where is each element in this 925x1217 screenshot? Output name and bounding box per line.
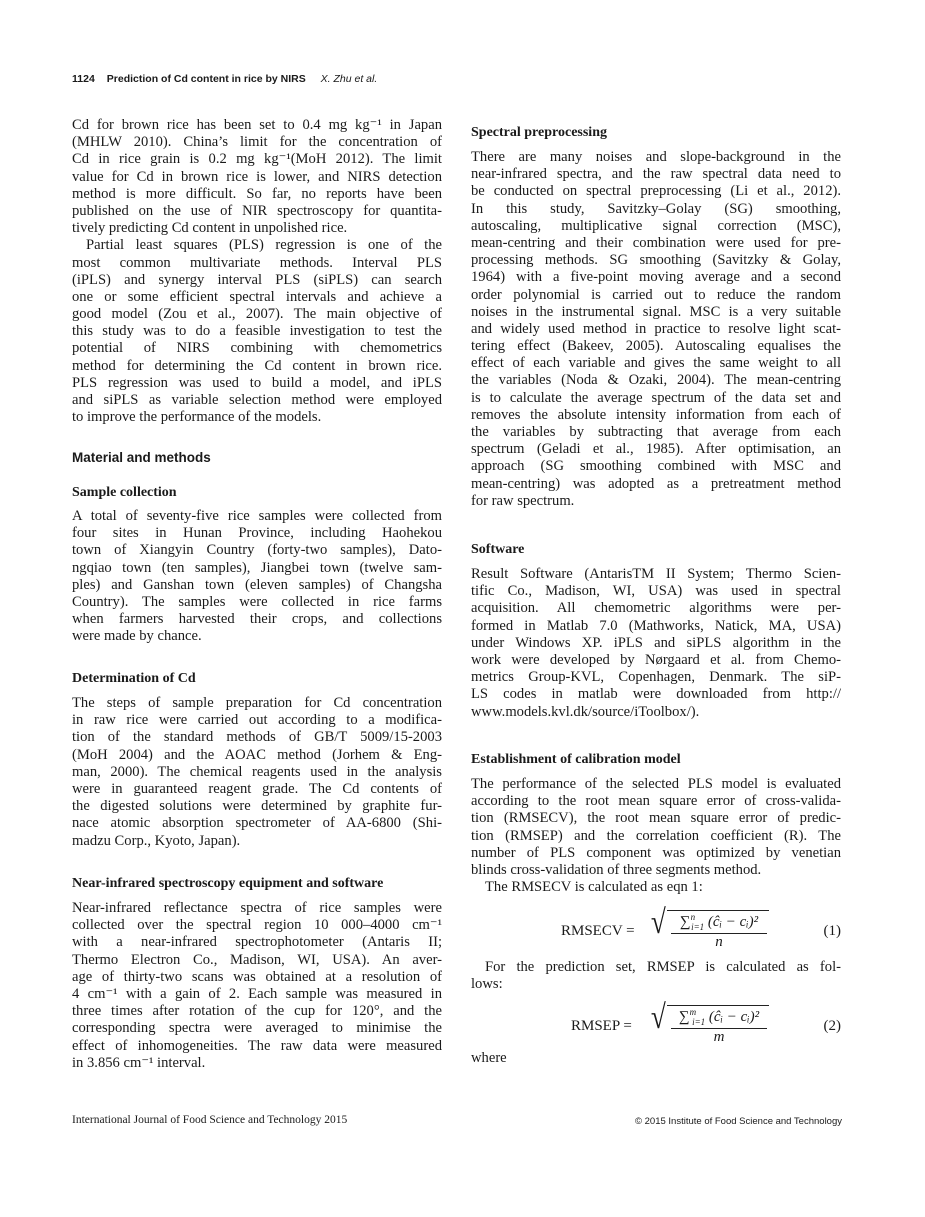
text-line: Cd in rice grain is 0.2 mg kg⁻¹(MoH 2012). The limit bbox=[72, 151, 442, 168]
text-line: value for Cd in brown rice is lower, and NIRS detection bbox=[72, 168, 442, 185]
paragraph bbox=[72, 508, 442, 646]
paragraph bbox=[471, 566, 841, 721]
footer-journal: International Journal of Food Science and Technology 2015 bbox=[72, 1114, 348, 1126]
text-line: potential of NIRS combining with chemometrics bbox=[72, 340, 442, 357]
sum-lower: i=1 bbox=[691, 922, 705, 932]
text-line: 1964) with a five-point moving average and a second bbox=[471, 269, 841, 286]
text-line: tively predicting Cd content in unpolished rice. bbox=[72, 220, 348, 237]
text-line: collected over the spectral region 10 000–4000 cm⁻¹ bbox=[72, 917, 442, 934]
text-line: Thermo Electron Co., Madison, WI, USA). An aver- bbox=[72, 951, 442, 968]
text-line: Result Software (AntarisTM II System; Thermo Scien- bbox=[471, 566, 841, 582]
paragraph bbox=[471, 149, 841, 510]
text-line: For the prediction set, RMSEP is calculated as fol- bbox=[485, 959, 841, 975]
text-line: is to calculate the average spectrum of the data set and bbox=[471, 389, 841, 406]
text-line: were in guaranteed reagent grade. The Cd contents of bbox=[72, 780, 442, 797]
text-line: method is more difficult. So far, no reports have been bbox=[72, 185, 442, 202]
text-line: PLS regression was used to build a model, and iPLS bbox=[72, 374, 442, 391]
text-line: The RMSECV is calculated as eqn 1: bbox=[485, 879, 703, 896]
text-line: and siPLS as variable selection method were employed bbox=[72, 392, 442, 408]
text-line: There are many noises and slope-background in the bbox=[471, 149, 841, 165]
text-line: tion of the standard methods of GB/T 5009/15-2003 bbox=[72, 729, 442, 746]
text-line: approach (SG smoothing combined with MSC and bbox=[471, 458, 841, 475]
paragraph bbox=[471, 776, 841, 896]
after-eq1-text bbox=[471, 959, 841, 993]
text-line: where bbox=[471, 1050, 507, 1066]
section-heading: Spectral preprocessing bbox=[471, 125, 607, 140]
equation-number: (1) bbox=[823, 923, 841, 939]
running-authors: X. Zhu et al. bbox=[320, 73, 378, 85]
equation-number: (2) bbox=[823, 1018, 841, 1034]
text-line: published on the use of NIR spectroscopy for quantita- bbox=[72, 202, 442, 219]
text-line: with a near-infrared spectrophotometer (Antaris II; bbox=[72, 934, 442, 951]
text-line: LS codes in matlab were downloaded from http:// bbox=[471, 686, 841, 703]
text-line: madzu Corp., Kyoto, Japan). bbox=[72, 832, 241, 849]
text-line: mean-centring) was adopted as a pretreatment method bbox=[471, 475, 841, 492]
text-line: tering effect (Bakeev, 2005). Autoscaling equalises the bbox=[471, 338, 841, 355]
text-line: according to the root mean square error of cross-valida- bbox=[471, 793, 841, 810]
text-line: metrics Group-KVL, Copenhagen, Denmark. The siP- bbox=[471, 669, 841, 686]
text-line: were made by chance. bbox=[72, 628, 202, 645]
text-line: (MoH 2004) and the AOAC method (Jorhem & Eng- bbox=[72, 746, 442, 763]
text-line: (MHLW 2010). China’s limit for the concentration of bbox=[72, 134, 442, 151]
text-line: good model (Zou et al., 2007). The main objective of bbox=[72, 306, 442, 323]
text-line: noises in the instrumental signal. MSC is a very suitable bbox=[471, 303, 841, 320]
text-line: to improve the performance of the models. bbox=[72, 409, 322, 426]
equation-lhs: RMSECV = bbox=[561, 923, 635, 939]
text-line: in 3.856 cm⁻¹ interval. bbox=[72, 1054, 206, 1071]
text-line: tion (RMSEP) and the correlation coefficient (R). The bbox=[471, 827, 841, 844]
text-line: processing methods. SG smoothing (Savitzky & Golay, bbox=[471, 252, 841, 269]
sum-body: (ĉᵢ − cᵢ)² bbox=[707, 914, 759, 930]
text-line: tific Co., Madison, WI, USA) was used in spectral bbox=[471, 583, 841, 600]
footer-copyright: © 2015 Institute of Food Science and Technology bbox=[635, 1116, 842, 1127]
text-line: most common multivariate methods. Interval PLS bbox=[72, 254, 442, 271]
paragraph bbox=[72, 695, 442, 850]
text-line: be conducted on spectral preprocessing (Li et al., 2012). bbox=[471, 183, 841, 200]
paragraph bbox=[72, 900, 442, 1072]
text-line: (iPLS) and synergy interval PLS (siPLS) can search bbox=[72, 271, 442, 288]
text-line: this study was to do a feasible investigation to test the bbox=[72, 323, 442, 340]
text-line: Near-infrared reflectance spectra of rice samples were bbox=[72, 900, 442, 916]
text-line: near-infrared spectra, and the raw spectral data need to bbox=[471, 166, 841, 183]
equation-rmsep bbox=[471, 999, 841, 1053]
text-line: spectrum (Geladi et al., 1985). After optimisation, an bbox=[471, 441, 841, 458]
section-heading: Material and methods bbox=[72, 450, 211, 465]
text-line: mean-centring and their combination were used for pre- bbox=[471, 234, 841, 251]
text-line: under Windows XP. iPLS and siPLS algorithm in the bbox=[471, 634, 841, 651]
equation-lhs: RMSEP = bbox=[571, 1018, 632, 1034]
text-line: four sites in Hunan Province, including Haohekou bbox=[72, 525, 442, 542]
denominator: n bbox=[715, 934, 723, 950]
text-line: for raw spectrum. bbox=[471, 492, 575, 509]
text-line: removes the absolute intensity information from each of bbox=[471, 406, 841, 423]
text-line: number of PLS component was optimized by venetian bbox=[471, 844, 841, 861]
text-line: A total of seventy-five rice samples were collected from bbox=[72, 508, 442, 524]
text-line: effect of each variable and gives the same weight to all bbox=[471, 355, 841, 372]
text-line: lows: bbox=[471, 976, 503, 993]
text-line: 4 cm⁻¹ with a gain of 2. Each sample was measured in bbox=[72, 985, 442, 1002]
section-heading: Sample collection bbox=[72, 485, 177, 500]
text-line: Partial least squares (PLS) regression is one of the bbox=[86, 237, 442, 254]
text-line: The performance of the selected PLS model is evaluated bbox=[471, 776, 841, 792]
text-line: work were developed by Nørgaard et al. from Chemo- bbox=[471, 651, 841, 668]
sum-upper: n bbox=[690, 912, 696, 922]
section-heading: Software bbox=[471, 542, 525, 557]
sum-lower: i=1 bbox=[692, 1017, 706, 1027]
text-line: acquisition. All chemometric algorithms were per- bbox=[471, 600, 841, 617]
text-line: age of thirty-two scans was obtained at a resolution of bbox=[72, 968, 442, 985]
text-line: www.models.kvl.dk/source/iToolbox/). bbox=[471, 703, 700, 720]
paragraph bbox=[72, 117, 442, 426]
text-line: the variables by subtracting that average from each bbox=[471, 424, 841, 440]
section-heading: Establishment of calibration model bbox=[471, 752, 681, 767]
section-heading: Determination of Cd bbox=[72, 671, 196, 686]
text-line: The steps of sample preparation for Cd concentration bbox=[72, 695, 442, 711]
running-title: Prediction of Cd content in rice by NIRS bbox=[106, 73, 306, 85]
equation-rmsecv bbox=[471, 904, 841, 958]
text-line: autoscaling, multiplicative signal correction (MSC), bbox=[471, 217, 841, 234]
text-line: ngqiao town (ten samples), Jiangbei town (twelve sam- bbox=[72, 559, 442, 576]
text-line: the variables (Noda & Ozaki, 2004). The mean-centring bbox=[471, 372, 841, 389]
running-header bbox=[72, 73, 377, 85]
text-line: In this study, Savitzky–Golay (SG) smoothing, bbox=[471, 200, 841, 217]
text-line: three times after rotation of the cup for 120°, and the bbox=[72, 1003, 442, 1020]
text-line: tion (RMSECV), the root mean square error of predic- bbox=[471, 810, 841, 827]
sum-symbol: ∑ bbox=[678, 1009, 690, 1025]
text-line: method for determining the Cd content in brown rice. bbox=[72, 357, 442, 374]
page-number: 1124 bbox=[72, 73, 95, 85]
sum-symbol: ∑ bbox=[679, 914, 691, 930]
sum-body: (ĉᵢ − cᵢ)² bbox=[708, 1009, 760, 1025]
radical-sign: √ bbox=[650, 999, 666, 1036]
text-line: Country). The samples were collected in rice farms bbox=[72, 593, 442, 610]
section-heading: Near-infrared spectroscopy equipment and software bbox=[72, 876, 384, 891]
text-line: and widely used method in practice to resolve light scat- bbox=[471, 320, 841, 337]
text-line: man, 2000). The chemical reagents used in the analysis bbox=[72, 763, 442, 780]
text-line: nace atomic absorption spectrometer of AA-6800 (Shi- bbox=[72, 815, 442, 832]
radical-sign: √ bbox=[650, 904, 666, 941]
text-line: town of Xiangyin Country (forty-two samples), Dato- bbox=[72, 542, 442, 559]
sum-upper: m bbox=[689, 1007, 697, 1017]
text-line: effect of inhomogeneities. The raw data were measured bbox=[72, 1037, 442, 1054]
text-line: order polynomial is carried out to reduce the random bbox=[471, 286, 841, 303]
text-line: the digested solutions were determined by graphite fur- bbox=[72, 798, 442, 815]
text-line: ples) and Ganshan town (eleven samples) of Changsha bbox=[72, 576, 442, 593]
denominator: m bbox=[713, 1029, 725, 1045]
text-line: in raw rice were carried out according to a modifica- bbox=[72, 712, 442, 729]
text-line: when farmers harvested their crops, and collections bbox=[72, 611, 442, 628]
text-line: Cd for brown rice has been set to 0.4 mg kg⁻¹ in Japan bbox=[72, 117, 442, 133]
text-line: corresponding spectra were averaged to minimise the bbox=[72, 1020, 442, 1037]
text-line: blinds cross-validation of three segments method. bbox=[471, 861, 762, 878]
text-line: one or some efficient spectral intervals and achieve a bbox=[72, 288, 442, 305]
text-line: formed in Matlab 7.0 (Mathworks, Natick, MA, USA) bbox=[471, 617, 841, 634]
